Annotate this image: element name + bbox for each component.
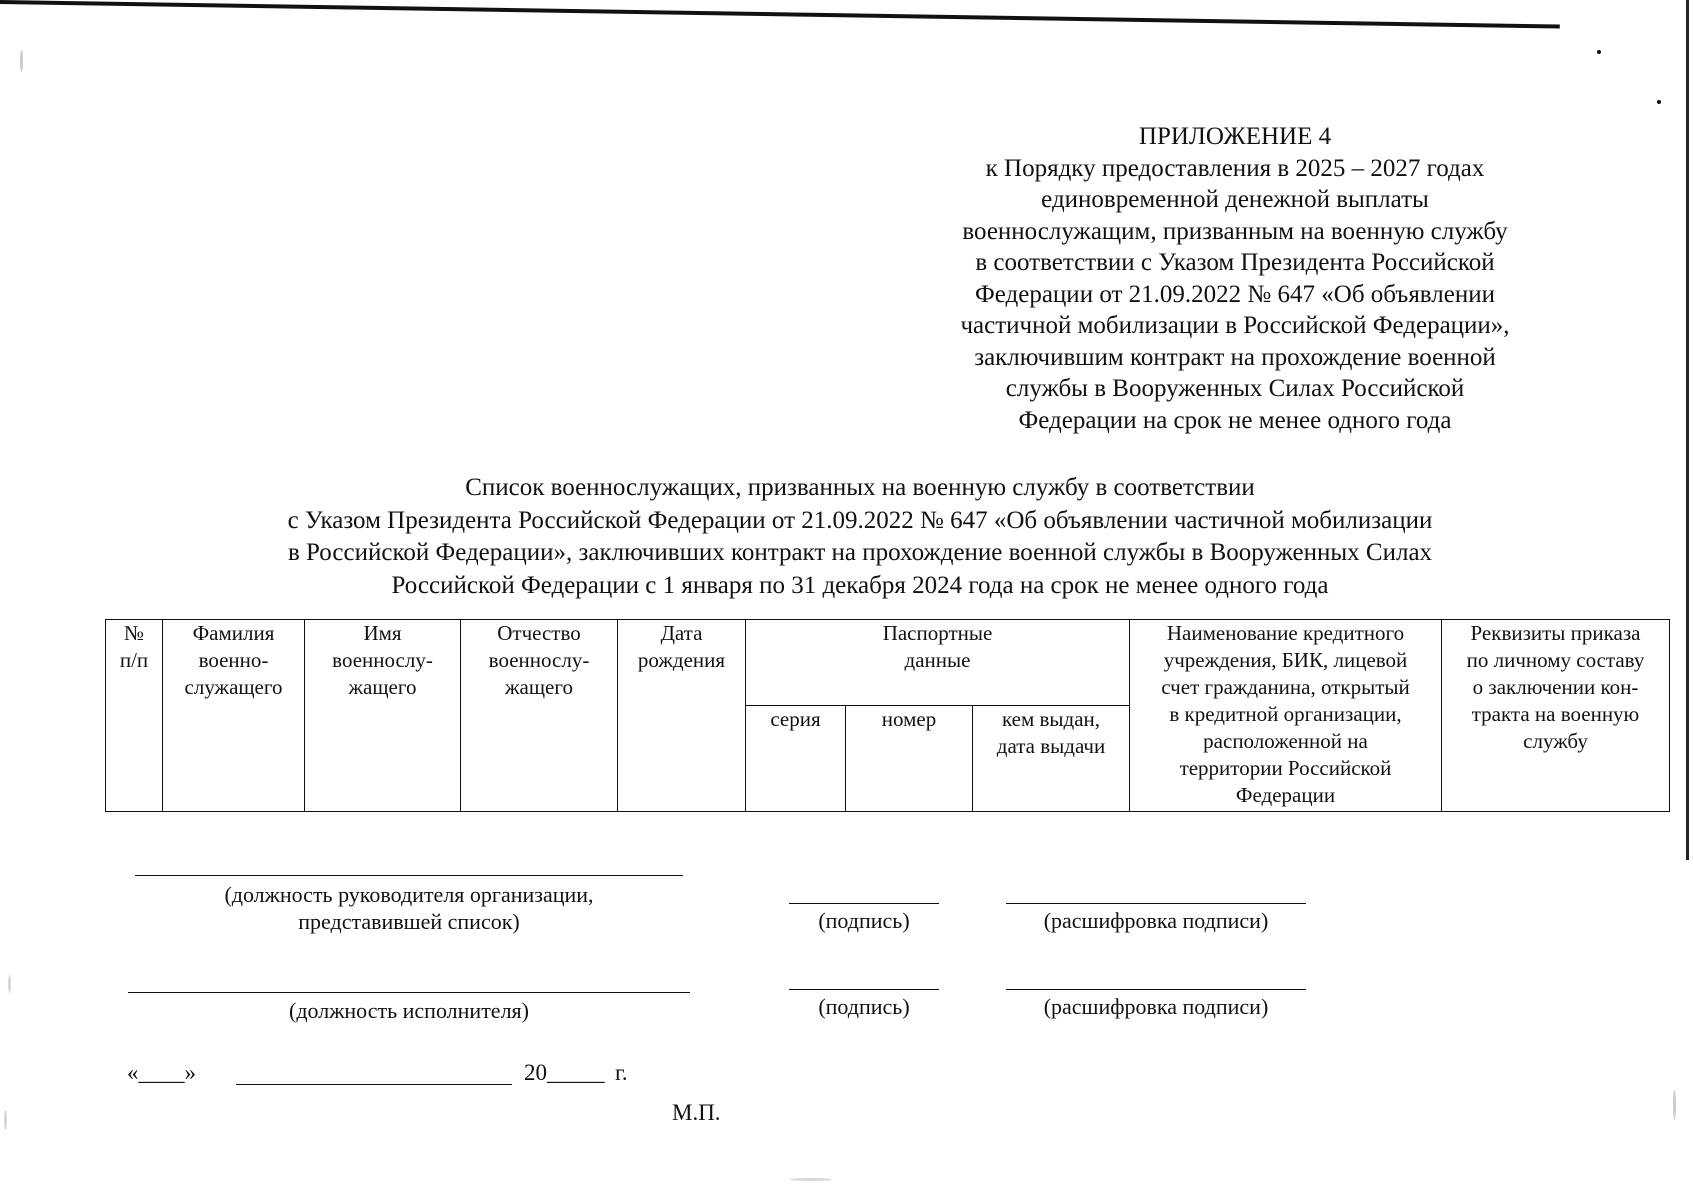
decoding-line-1	[1006, 903, 1306, 904]
column-header-passport-series: серия	[746, 706, 846, 812]
scan-top-border	[0, 0, 1560, 29]
date-month-line	[236, 1084, 512, 1085]
appendix-line: в соответствии с Указом Президента Российской	[975, 249, 1495, 276]
column-header-bank: Наименование кредитного учреждения, БИК, лицевой счет гражданина, открытый в кредитной организации, расположенной на территории Российской Федерации	[1130, 620, 1442, 812]
appendix-header	[900, 121, 1570, 436]
appendix-line: Федерации от 21.09.2022 № 647 «Об объявлении	[975, 280, 1495, 308]
appendix-line: частичной мобилизации в Российской Федерации»,	[960, 312, 1510, 339]
column-header-passport-issued: кем выдан, дата выдачи	[973, 706, 1130, 812]
list-title-line: в Российской Федерации», заключивших контракт на прохождение военной службы в Вооруженных Силах	[287, 539, 1433, 566]
decoding-caption-1: (расшифровка подписи)	[1043, 908, 1269, 933]
signature-line-2	[789, 989, 939, 990]
column-header-passport-number: номер	[846, 706, 973, 812]
scan-dot	[1597, 50, 1601, 54]
column-header-patronymic: Отчество военнослу- жащего	[461, 620, 618, 812]
servicemen-table	[105, 619, 1670, 812]
appendix-title: ПРИЛОЖЕНИЕ 4	[1138, 123, 1332, 150]
scan-right-border	[1686, 0, 1689, 860]
appendix-line: военнослужащим, призванным на военную службу	[962, 217, 1508, 245]
executor-position-line	[128, 992, 690, 993]
appendix-line: к Порядку предоставления в 2025 – 2027 годах	[985, 154, 1485, 182]
signature-line-1	[789, 903, 939, 904]
head-position-line	[135, 875, 683, 876]
appendix-line: службы в Вооруженных Силах Российской	[1005, 375, 1465, 402]
list-title	[120, 472, 1600, 602]
appendix-line: Федерации на срок не менее одного года	[1018, 406, 1452, 434]
scan-dot	[1657, 100, 1661, 104]
signature-caption-1: (подпись)	[818, 908, 910, 933]
list-title-line: Российской Федерации с 1 января по 31 декабря 2024 года на срок не менее одного года	[391, 571, 1329, 599]
head-position-caption: (должность руководителя организации, представившей список)	[224, 882, 594, 934]
date-year: 20_____	[524, 1060, 605, 1085]
executor-position-caption: (должность исполнителя)	[289, 998, 529, 1023]
decoding-caption-2: (расшифровка подписи)	[1043, 994, 1269, 1019]
column-header-birth-date: Дата рождения	[618, 620, 746, 812]
decoding-line-2	[1006, 989, 1306, 990]
appendix-line: единовременной денежной выплаты	[1041, 186, 1429, 213]
date-year-suffix: г.	[615, 1060, 628, 1085]
signature-caption-2: (подпись)	[818, 994, 910, 1019]
scan-noise	[20, 50, 23, 72]
column-header-passport: Паспортные данные	[746, 620, 1130, 706]
scan-noise	[4, 1110, 7, 1130]
scan-noise	[1673, 1090, 1676, 1120]
list-title-line: Список военнослужащих, призванных на военную службу в соответствии	[465, 474, 1255, 501]
column-header-order: Реквизиты приказа по личному составу о заключении кон- тракта на военную службу	[1442, 620, 1670, 812]
column-header-name: Имя военнослу- жащего	[305, 620, 461, 812]
scan-noise	[790, 1178, 832, 1181]
stamp-place: М.П.	[672, 1100, 721, 1125]
appendix-line: заключившим контракт на прохождение военной	[974, 343, 1496, 371]
column-header-number: № п/п	[106, 620, 163, 812]
column-header-surname: Фамилия военно- служащего	[163, 620, 305, 812]
list-title-line: с Указом Президента Российской Федерации от 21.09.2022 № 647 «Об объявлении частичной мобилизации	[287, 506, 1433, 534]
date-day: «____»	[127, 1060, 196, 1085]
scan-noise	[8, 975, 11, 993]
